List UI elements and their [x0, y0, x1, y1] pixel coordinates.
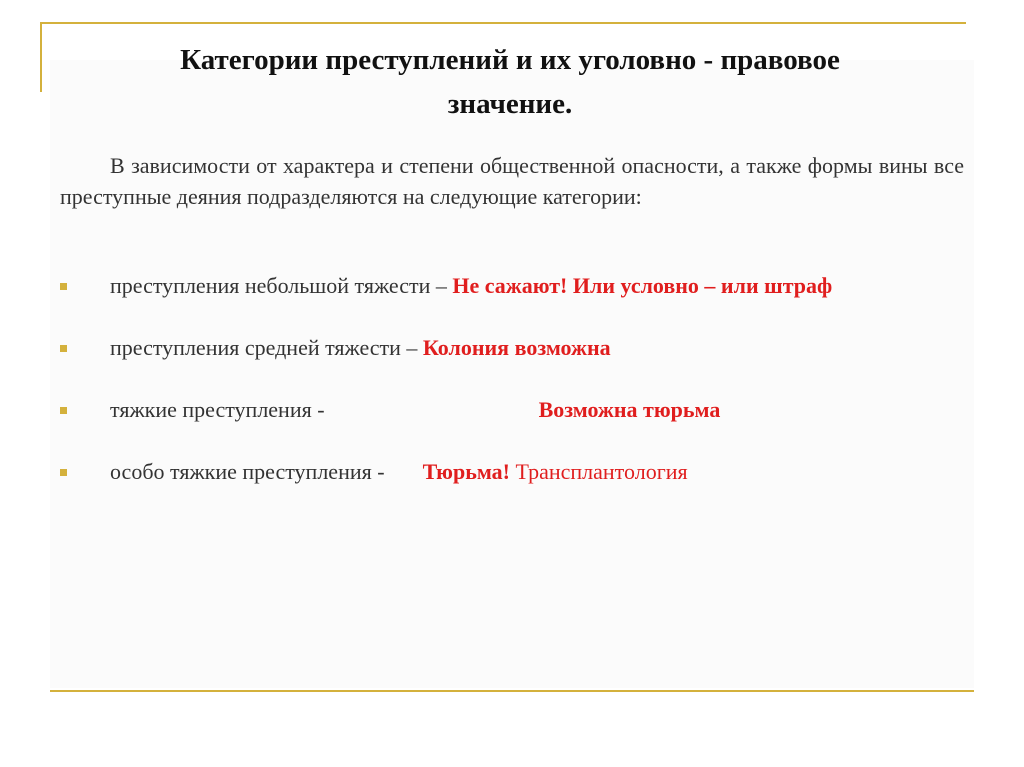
category-label: особо тяжкие преступления - — [110, 459, 385, 484]
category-label: преступления небольшой тяжести – — [110, 273, 447, 298]
square-bullet-icon — [60, 469, 67, 476]
square-bullet-icon — [60, 407, 67, 414]
title-line-1: Категории преступлений и их уголовно - правовое — [180, 44, 840, 76]
slide-title — [80, 38, 940, 126]
square-bullet-icon — [60, 283, 67, 290]
category-label: тяжкие преступления - — [110, 397, 325, 422]
top-rule — [40, 22, 966, 24]
list-item — [60, 328, 980, 390]
title-line-2: значение. — [447, 88, 573, 120]
square-bullet-icon — [60, 345, 67, 352]
list-item — [60, 452, 980, 514]
list-item — [60, 390, 980, 452]
consequence-label: Колония возможна — [422, 335, 611, 360]
category-label: преступления средней тяжести – — [110, 335, 418, 360]
consequence-label: Возможна тюрьма — [538, 397, 721, 422]
left-rule — [40, 22, 42, 92]
consequence-label: Тюрьма! — [422, 459, 510, 484]
list-item — [60, 266, 980, 328]
intro-paragraph: В зависимости от характера и степени общественной опасности, а также формы вины все преступные деяния подразделяются на следующие категории: — [60, 153, 964, 209]
category-list — [60, 266, 980, 514]
bottom-rule — [50, 690, 974, 692]
note-label: Трансплантология — [515, 459, 688, 484]
consequence-label: Не сажают! Или условно – или штраф — [452, 273, 833, 298]
